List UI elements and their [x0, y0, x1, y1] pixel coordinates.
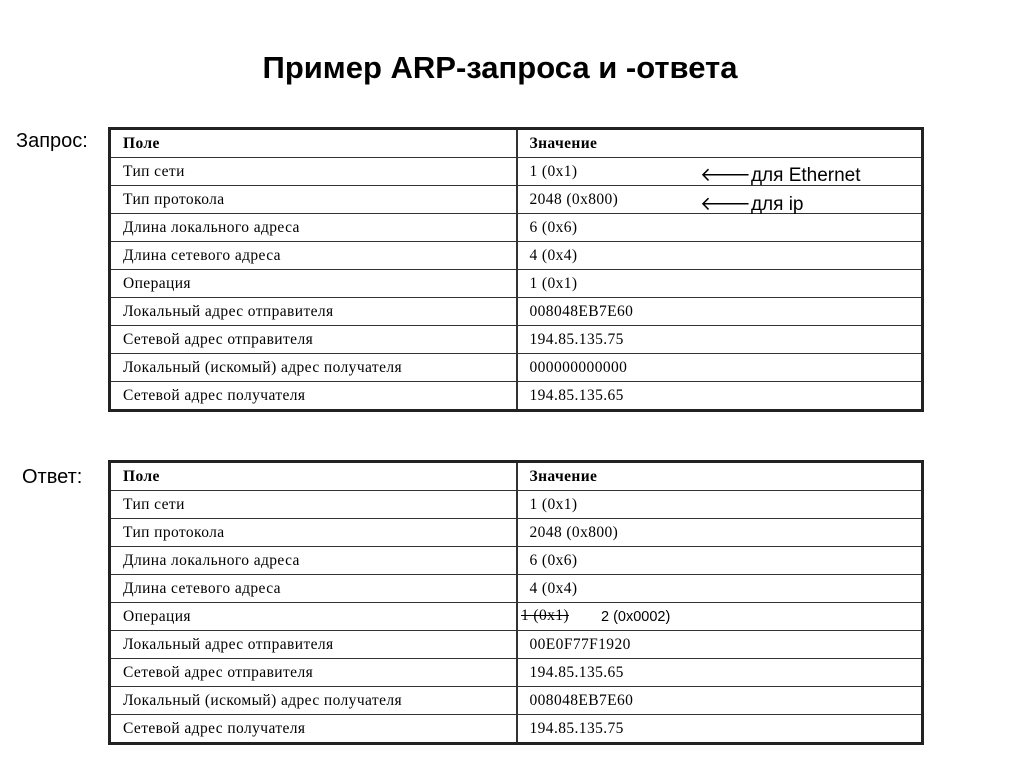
- table-row: [110, 491, 923, 519]
- ip-note: 🡐для ip: [700, 194, 804, 215]
- new-operation-value: 2 (0x0002): [601, 609, 671, 625]
- table-row: [110, 687, 923, 715]
- page-title: Пример ARP-запроса и -ответа: [262, 50, 738, 85]
- value-cell: 194.85.135.75: [517, 326, 923, 354]
- table-row: [110, 547, 923, 575]
- value-cell: 000000000000: [517, 354, 923, 382]
- field-cell: Тип сети: [110, 158, 517, 186]
- value-cell: [517, 603, 923, 631]
- value-cell: 008048EB7E60: [517, 298, 923, 326]
- value-cell: 4 (0x4): [517, 575, 923, 603]
- table-header-row: [110, 129, 923, 158]
- struck-operation-value: 1 (0x1): [521, 607, 569, 624]
- response-table: [108, 460, 924, 745]
- value-cell: 194.85.135.65: [517, 382, 923, 411]
- table-row: [110, 354, 923, 382]
- value-cell: 008048EB7E60: [517, 687, 923, 715]
- field-cell: Длина сетевого адреса: [110, 575, 517, 603]
- field-cell: Тип сети: [110, 491, 517, 519]
- field-cell: Локальный (искомый) адрес получателя: [110, 354, 517, 382]
- table-row: [110, 214, 923, 242]
- field-cell: Локальный адрес отправителя: [110, 298, 517, 326]
- table-row: [110, 575, 923, 603]
- value-cell: 194.85.135.75: [517, 715, 923, 744]
- table-row: [110, 603, 923, 631]
- table-row: [110, 659, 923, 687]
- field-cell: Сетевой адрес получателя: [110, 715, 517, 744]
- header-value: Значение: [517, 462, 923, 491]
- value-cell: 6 (0x6): [517, 547, 923, 575]
- field-cell: Локальный (искомый) адрес получателя: [110, 687, 517, 715]
- value-cell: 194.85.135.65: [517, 659, 923, 687]
- table-row: [110, 242, 923, 270]
- field-cell: Сетевой адрес отправителя: [110, 659, 517, 687]
- value-cell: 6 (0x6): [517, 214, 923, 242]
- table-row: [110, 298, 923, 326]
- field-cell: Тип протокола: [110, 186, 517, 214]
- value-cell: 1 (0x1): [517, 270, 923, 298]
- table-row: [110, 270, 923, 298]
- request-label: Запрос:: [16, 130, 88, 152]
- header-field: Поле: [110, 462, 517, 491]
- field-cell: Операция: [110, 603, 517, 631]
- field-cell: Локальный адрес отправителя: [110, 631, 517, 659]
- field-cell: Тип протокола: [110, 519, 517, 547]
- value-cell: 2048 (0x800): [517, 186, 923, 214]
- field-cell: Длина сетевого адреса: [110, 242, 517, 270]
- field-cell: Операция: [110, 270, 517, 298]
- value-cell: 4 (0x4): [517, 242, 923, 270]
- header-field: Поле: [110, 129, 517, 158]
- table-row: [110, 326, 923, 354]
- table-row: [110, 382, 923, 411]
- field-cell: Сетевой адрес получателя: [110, 382, 517, 411]
- field-cell: Длина локального адреса: [110, 547, 517, 575]
- value-cell: 1 (0x1): [517, 158, 923, 186]
- table-header-row: [110, 462, 923, 491]
- response-label: Ответ:: [22, 466, 83, 488]
- table-row: [110, 631, 923, 659]
- table-row: [110, 715, 923, 744]
- value-cell: 00E0F77F1920: [517, 631, 923, 659]
- value-cell: 2048 (0x800): [517, 519, 923, 547]
- table-row: [110, 519, 923, 547]
- ethernet-note: 🡐для Ethernet: [700, 165, 861, 186]
- value-cell: 1 (0x1): [517, 491, 923, 519]
- field-cell: Сетевой адрес отправителя: [110, 326, 517, 354]
- header-value: Значение: [517, 129, 923, 158]
- field-cell: Длина локального адреса: [110, 214, 517, 242]
